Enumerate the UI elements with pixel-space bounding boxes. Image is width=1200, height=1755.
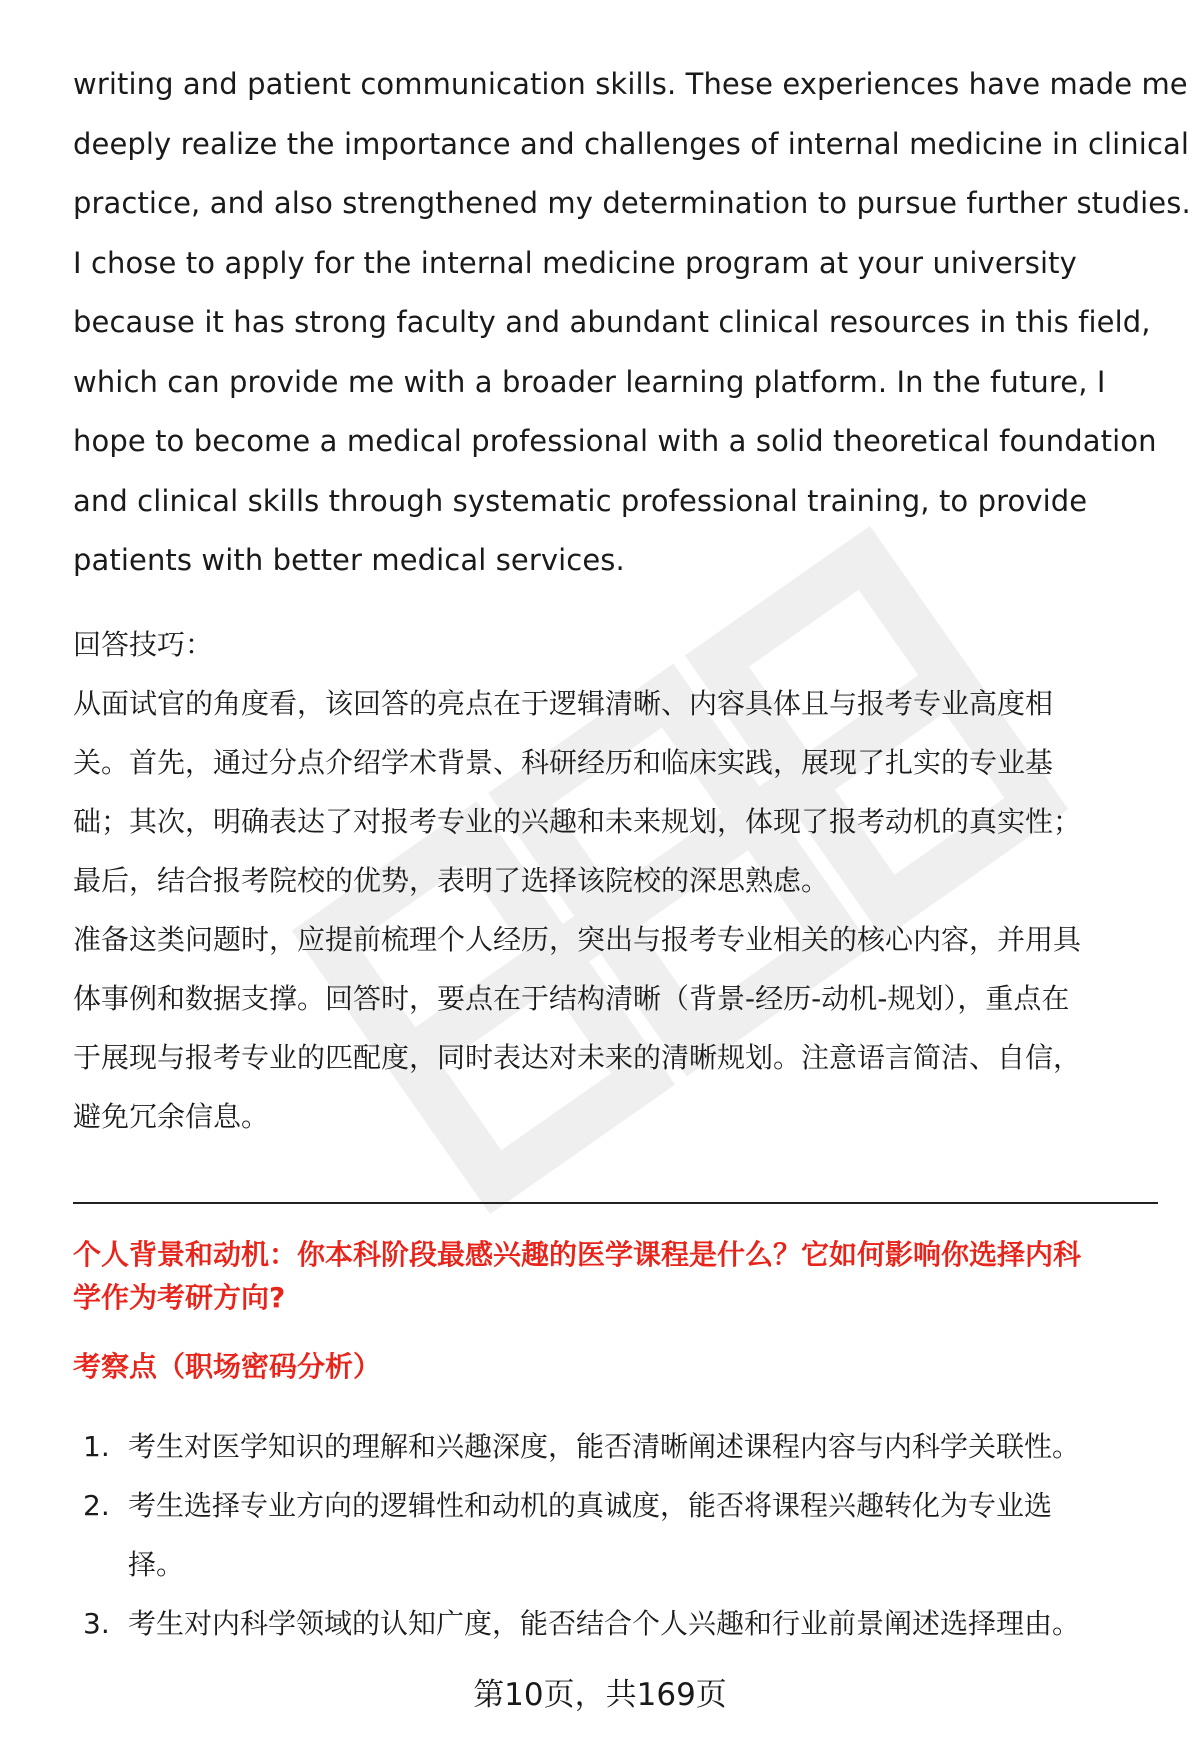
answer-line: because it has strong faculty and abundant clinical resources in this field,	[73, 305, 1151, 339]
answer-line: writing and patient communication skills. These experiences have made me	[73, 67, 1188, 101]
answer-line: patients with better medical services.	[73, 543, 625, 577]
answer-line: and clinical skills through systematic professional training, to provide	[73, 483, 1088, 518]
answer-line: which can provide me with a broader learning platform. In the future, I	[73, 364, 1106, 399]
tips-line: 于展现与报考专业的匹配度，同时表达对未来的清晰规划。注意语言简洁、自信，	[73, 1040, 1082, 1074]
question-heading	[73, 1233, 1163, 1319]
analysis-heading: 考察点（职场密码分析）	[73, 1350, 382, 1383]
question-line: 个人背景和动机：你本科阶段最感兴趣的医学课程是什么？它如何影响你选择内科	[73, 1238, 1082, 1271]
answer-line: practice, and also strengthened my determination to pursue further studies.	[73, 186, 1191, 220]
tips-line: 从面试官的角度看，该回答的亮点在于逻辑清晰、内容具体且与报考专业高度相	[73, 686, 1054, 720]
list-item	[73, 1594, 1163, 1653]
tips-paragraph-2	[73, 910, 1158, 1146]
section-divider	[73, 1202, 1158, 1204]
list-number: 2.	[83, 1489, 110, 1522]
answer-english-paragraph	[73, 55, 1191, 591]
list-number: 1.	[83, 1430, 110, 1463]
tips-label: 回答技巧：	[73, 627, 214, 661]
answer-line: hope to become a medical professional with a solid theoretical foundation	[73, 424, 1157, 458]
question-line: 学作为考研方向?	[73, 1281, 286, 1314]
tips-paragraph-1	[73, 674, 1158, 910]
tips-line: 最后，结合报考院校的优势，表明了选择该院校的深思熟虑。	[73, 863, 830, 897]
tips-line: 准备这类问题时，应提前梳理个人经历，突出与报考专业相关的核心内容，并用具	[73, 922, 1082, 956]
list-item	[73, 1476, 1163, 1594]
tips-line: 体事例和数据支撑。回答时，要点在于结构清晰（背景-经历-动机-规划），重点在	[73, 981, 1070, 1015]
list-number: 3.	[83, 1607, 110, 1640]
tips-line: 础；其次，明确表达了对报考专业的兴趣和未来规划，体现了报考动机的真实性；	[73, 804, 1082, 838]
list-item-text: 考生选择专业方向的逻辑性和动机的真诚度，能否将课程兴趣转化为专业选	[128, 1489, 1053, 1522]
list-item-text: 择。	[128, 1548, 185, 1581]
analysis-points-list	[73, 1417, 1163, 1653]
answer-line: deeply realize the importance and challenges of internal medicine in clinical	[73, 126, 1190, 161]
page-footer: 第10页，共169页	[473, 1677, 727, 1713]
list-item	[73, 1417, 1163, 1476]
list-item-text: 考生对医学知识的理解和兴趣深度，能否清晰阐述课程内容与内科学关联性。	[128, 1430, 1081, 1463]
tips-line: 关。首先，通过分点介绍学术背景、科研经历和临床实践，展现了扎实的专业基	[73, 745, 1054, 779]
list-item-text: 考生对内科学领域的认知广度，能否结合个人兴趣和行业前景阐述选择理由。	[128, 1607, 1081, 1640]
answer-line: I chose to apply for the internal medicine program at your university	[73, 245, 1077, 280]
tips-line: 避免冗余信息。	[73, 1099, 270, 1133]
main-content	[73, 55, 1191, 1146]
